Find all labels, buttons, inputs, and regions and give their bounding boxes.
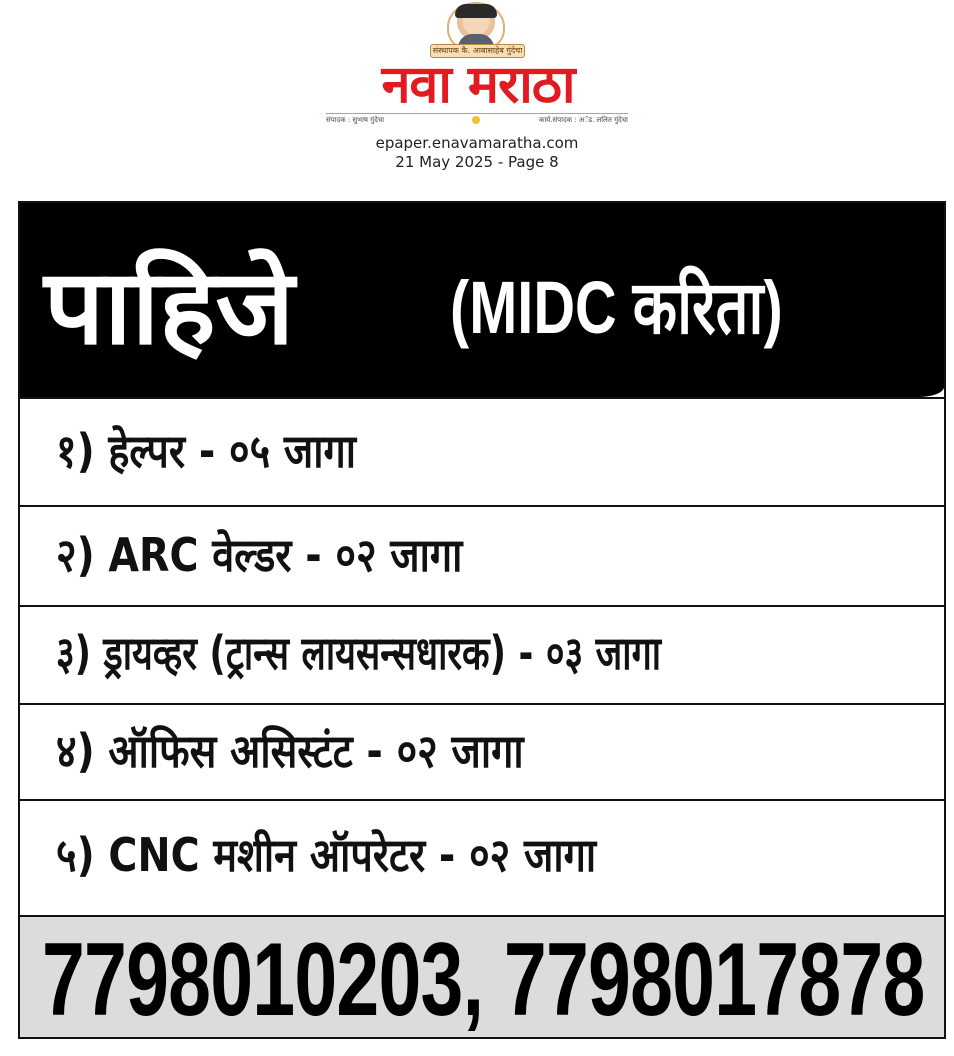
vacancy-text: ४) ऑफिस असिस्टंट - ०२ जागा — [56, 724, 524, 778]
editor-credit: संपादक : सुभाष गुंदेचा — [326, 116, 385, 124]
credit-line — [326, 113, 628, 125]
vacancy-row — [20, 605, 944, 703]
founder-tagline: संस्थापक कै. आबासाहेब गुंदेचा — [430, 44, 525, 58]
ad-header — [20, 203, 944, 397]
vacancy-row — [20, 799, 944, 915]
exec-editor-credit: कार्य.संपादक : अॅड. ललित गुंदेचा — [538, 116, 628, 124]
ad-subtitle: (MIDC करिता) — [450, 266, 783, 349]
sun-emblem-icon — [472, 116, 480, 124]
job-advertisement — [18, 201, 946, 1039]
vacancy-text: १) हेल्पर - ०५ जागा — [56, 424, 357, 478]
contact-numbers: 7798010203, 7798017878 — [42, 922, 925, 1038]
masthead — [0, 0, 954, 190]
newspaper-logo: नवा मराठा — [381, 55, 575, 115]
ad-title: पाहिजे — [44, 246, 295, 368]
vacancy-text: ५) CNC मशीन ऑपरेटर - ०२ जागा — [56, 828, 597, 882]
vacancy-text: २) ARC वेल्डर - ०२ जागा — [56, 528, 463, 582]
vacancy-row — [20, 703, 944, 799]
vacancy-row — [20, 397, 944, 505]
epaper-url: epaper.enavamaratha.com — [375, 134, 579, 152]
vacancy-row — [20, 505, 944, 605]
edition-date: 21 May 2025 - Page 8 — [395, 153, 559, 171]
founder-portrait-hair — [455, 4, 497, 18]
contact-band — [20, 915, 944, 1037]
vacancy-text: ३) ड्रायव्हर (ट्रान्स लायसन्सधारक) - ०३ जागा — [56, 626, 662, 680]
